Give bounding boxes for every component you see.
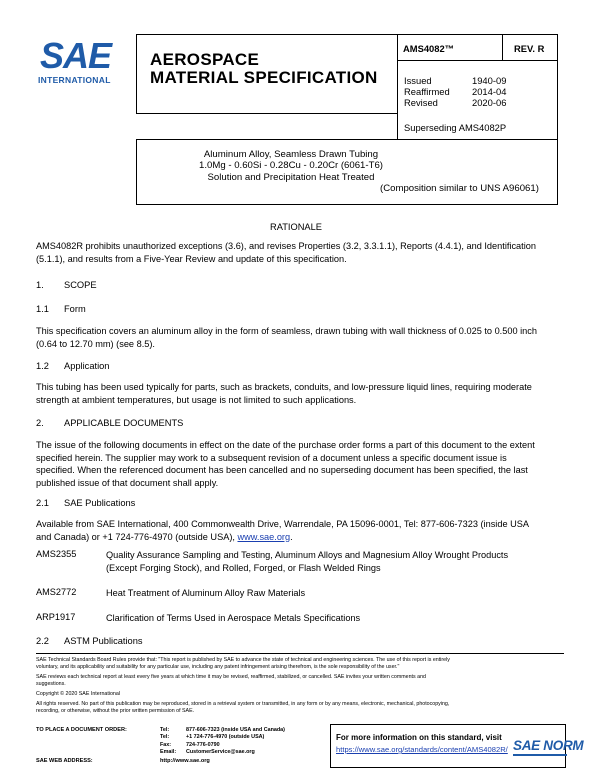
ref-ams2355-line1: Quality Assurance Sampling and Testing, Aluminum Alloys and Magnesium Alloy Wrought Products — [106, 550, 509, 560]
footer-copyright: Copyright © 2020 SAE International — [36, 691, 120, 697]
section-2-1-line2 — [36, 531, 572, 544]
contact-row-email — [160, 749, 285, 756]
issued-date: 1940-09 — [472, 75, 507, 86]
subtitle-line3: Solution and Precipitation Heat Treated — [207, 171, 375, 183]
footer-rules-line2: voluntary, and its applicability and suitability for any particular use, including any patent infringement arising therefrom, is the sole responsibility of the user." — [36, 664, 400, 670]
footer-rules — [36, 657, 566, 671]
more-info-title: For more information on this standard, visit — [336, 733, 502, 742]
ref-code-arp1917: ARP1917 — [36, 612, 76, 622]
ref-code-ams2772: AMS2772 — [36, 587, 77, 597]
reaffirmed-label: Reaffirmed — [404, 86, 450, 97]
footer-review-line1: SAE reviews each technical report at least every five years at which time it may be revised, reaffirmed, stabilized, or cancelled. SAE invites your written comments and — [36, 674, 426, 680]
section-2-line1: The issue of the following documents in effect on the date of the purchase order forms a part of this document to the extent — [36, 440, 535, 450]
section-2-num: 2. — [36, 418, 44, 428]
contact-tel1-value: 877-606-7323 (inside USA and Canada) — [186, 727, 285, 733]
superseding: Superseding AMS4082P — [404, 122, 507, 133]
contact-email-value[interactable]: CustomerService@sae.org — [186, 749, 255, 756]
section-2-text — [36, 439, 572, 489]
order-contacts — [160, 727, 285, 757]
section-1-2-line1: This tubing has been used typically for parts, such as brackets, conduits, and low-pressure liquid lines, requiring moderate — [36, 382, 532, 392]
spec-id: AMS4082™ — [403, 43, 455, 54]
material-subtitle — [136, 149, 446, 183]
document-header — [36, 34, 558, 140]
section-2-1-line2-post: . — [290, 531, 293, 542]
issued-label: Issued — [404, 75, 432, 86]
section-2-line4: published issue of that document shall apply. — [36, 477, 219, 488]
web-address-value[interactable]: http://www.sae.org — [160, 758, 210, 764]
watermark-underline — [513, 754, 567, 756]
web-address-label: SAE WEB ADDRESS: — [36, 758, 93, 764]
section-1-title: SCOPE — [64, 280, 97, 290]
revision: REV. R — [514, 43, 545, 54]
section-1-2-title: Application — [64, 361, 110, 371]
rationale-line1: AMS4082R prohibits unauthorized exceptions (3.6), and revises Properties (3.2, 3.3.1.1), Reports (4.4.1), and Identification — [36, 241, 536, 251]
revised-label: Revised — [404, 97, 438, 108]
section-1-1-line1: This specification covers an aluminum alloy in the form of seamless, drawn tubing with wall thickness of 0.025 to 0.500 inch — [36, 326, 537, 336]
section-1-1-line2: (0.64 to 12.70 mm) (see 8.5). — [36, 338, 155, 349]
section-1-2-line2: strength at ambient temperatures, but usage is not limited to such applications. — [36, 394, 357, 405]
footer-rights-line1: All rights reserved. No part of this publication may be reproduced, stored in a retrieval system or transmitted, in any form or by any means, electronic, mechanical, photocopying, — [36, 701, 450, 707]
subtitle-line1: Aluminum Alloy, Seamless Drawn Tubing — [203, 149, 379, 160]
rationale-heading: RATIONALE — [270, 222, 323, 232]
ref-text-ams2772: Heat Treatment of Aluminum Alloy Raw Materials — [106, 588, 306, 598]
section-2-1-line1: Available from SAE International, 400 Commonwealth Drive, Warrendale, PA 15096-0001, Tel: 877-606-7323 (inside USA — [36, 519, 529, 529]
reaffirmed-date: 2014-04 — [472, 86, 507, 97]
sae-logo: SAE — [40, 35, 112, 76]
section-2-2-num: 2.2 — [36, 636, 49, 646]
contact-fax-label: Fax: — [160, 741, 172, 748]
section-2-1-line2-pre: and Canada) or +1 724-776-4970 (outside USA), — [36, 531, 238, 542]
contact-row-fax — [160, 742, 285, 749]
doc-title-line2: MATERIAL SPECIFICATION — [150, 68, 378, 87]
contact-email-label: Email: — [160, 749, 177, 756]
section-1-1-title: Form — [64, 304, 86, 314]
rationale-text — [36, 240, 572, 265]
more-info-link[interactable]: https://www.sae.org/standards/content/AMS4082R/ — [336, 745, 508, 754]
section-2-1-text — [36, 518, 572, 543]
order-label: TO PLACE A DOCUMENT ORDER: — [36, 727, 127, 733]
section-2-2-title: ASTM Publications — [64, 636, 143, 646]
contact-tel2-label: Tel: — [160, 734, 170, 741]
section-2-title: APPLICABLE DOCUMENTS — [64, 418, 184, 428]
footer-rights — [36, 701, 566, 715]
section-1-1-num: 1.1 — [36, 304, 49, 314]
sae-website-link[interactable]: www.sae.org — [237, 531, 291, 542]
section-2-line2: specified herein. The supplier may work to a subsequent revision of a document unless a specific document issue is — [36, 452, 507, 463]
section-2-1-title: SAE Publications — [64, 498, 136, 508]
section-2-line3: specified. When the referenced document has been cancelled and no superseding document has been specified, the last — [36, 465, 528, 475]
section-1-2-num: 1.2 — [36, 361, 49, 371]
footer-rights-line2: recording, or otherwise, without the prior written permission of SAE. — [36, 708, 195, 714]
footer-rules-line1: SAE Technical Standards Board Rules provide that: "This report is published by SAE to advance the state of technical and engineering sciences. The use of this report is entirely — [36, 657, 450, 663]
contact-row-tel1 — [160, 727, 285, 734]
contact-row-tel2 — [160, 734, 285, 741]
section-2-1-num: 2.1 — [36, 498, 49, 508]
section-1-1-text — [36, 325, 572, 350]
section-1-2-text — [36, 381, 572, 406]
section-1-num: 1. — [36, 280, 44, 290]
ref-code-ams2355: AMS2355 — [36, 549, 77, 559]
watermark-logo: SAE NORM — [513, 738, 584, 753]
footer-review — [36, 674, 566, 688]
sae-logo-subtext: INTERNATIONAL — [38, 75, 111, 85]
contact-tel1-label: Tel: — [160, 727, 170, 733]
ref-text-arp1917: Clarification of Terms Used in Aerospace Metals Specifications — [106, 613, 361, 623]
doc-title-line1: AEROSPACE — [150, 50, 260, 69]
footer-review-line2: suggestions. — [36, 681, 66, 687]
contact-fax-value: 724-776-0790 — [186, 741, 220, 748]
subtitle-line4: (Composition similar to UNS A96061) — [380, 183, 539, 194]
footer-divider — [36, 653, 564, 654]
subtitle-line2: 1.0Mg - 0.60Si - 0.28Cu - 0.20Cr (6061-T6) — [199, 160, 383, 172]
rationale-line2: (5.1.1), and results from a Five-Year Review and update of this specification. — [36, 253, 347, 264]
revised-date: 2020-06 — [472, 97, 507, 108]
ref-ams2355-line2: (Except Forging Stock), and Rolled, Forged, or Flash Welded Rings — [106, 562, 381, 573]
contact-tel2-value: +1 724-776-4970 (outside USA) — [186, 734, 265, 741]
ref-text-ams2355 — [106, 549, 526, 574]
